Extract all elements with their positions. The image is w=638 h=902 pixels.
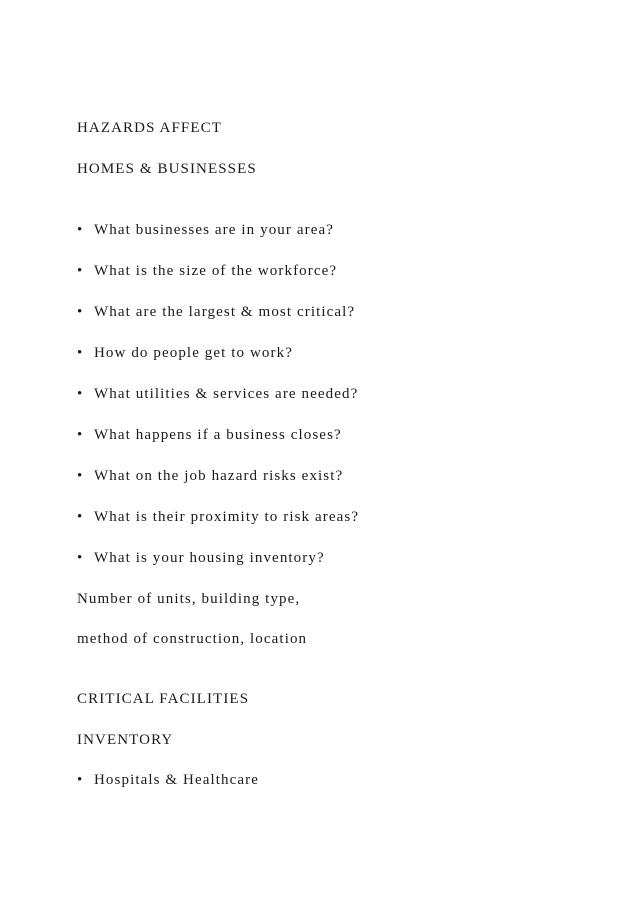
- list-item: [77, 467, 343, 485]
- list-item-text: What businesses are in your area?: [94, 222, 334, 238]
- list-item: [77, 508, 359, 526]
- list-item-text: What utilities & services are needed?: [94, 386, 359, 402]
- bullet-marker: •: [77, 772, 84, 788]
- bullet-marker: •: [77, 386, 84, 402]
- list-item-text: What on the job hazard risks exist?: [94, 468, 344, 484]
- list-item: [77, 385, 358, 403]
- bullet-marker: •: [77, 468, 84, 484]
- bullet-marker: •: [77, 509, 84, 525]
- list-item: [77, 221, 334, 239]
- list-item: [77, 549, 325, 567]
- list-item-text: What is your housing inventory?: [94, 550, 325, 566]
- list-item-text: What happens if a business closes?: [94, 427, 342, 443]
- note-line-1: Number of units, building type,: [77, 591, 301, 607]
- bullet-marker: •: [77, 263, 84, 279]
- list-item-text: What are the largest & most critical?: [94, 304, 356, 320]
- list-item-text: What is the size of the workforce?: [94, 263, 338, 279]
- list-item-text: Hospitals & Healthcare: [94, 772, 259, 788]
- bullet-marker: •: [77, 304, 84, 320]
- list-item: [77, 262, 337, 280]
- list-item-text: What is their proximity to risk areas?: [94, 509, 360, 525]
- bullet-marker: •: [77, 427, 84, 443]
- list-item-text: How do people get to work?: [94, 345, 293, 361]
- section-heading-line-1: CRITICAL FACILITIES: [77, 691, 250, 707]
- bullet-marker: •: [77, 550, 84, 566]
- list-item: [77, 303, 355, 321]
- list-item: [77, 426, 342, 444]
- bullet-marker: •: [77, 345, 84, 361]
- bullet-marker: •: [77, 222, 84, 238]
- section-heading-line-1: HAZARDS AFFECT: [77, 120, 223, 136]
- note-line-2: method of construction, location: [77, 631, 308, 647]
- list-item: [77, 344, 293, 362]
- list-item: [77, 771, 259, 789]
- section-heading-line-2: HOMES & BUSINESSES: [77, 161, 257, 177]
- section-heading-line-2: INVENTORY: [77, 732, 174, 748]
